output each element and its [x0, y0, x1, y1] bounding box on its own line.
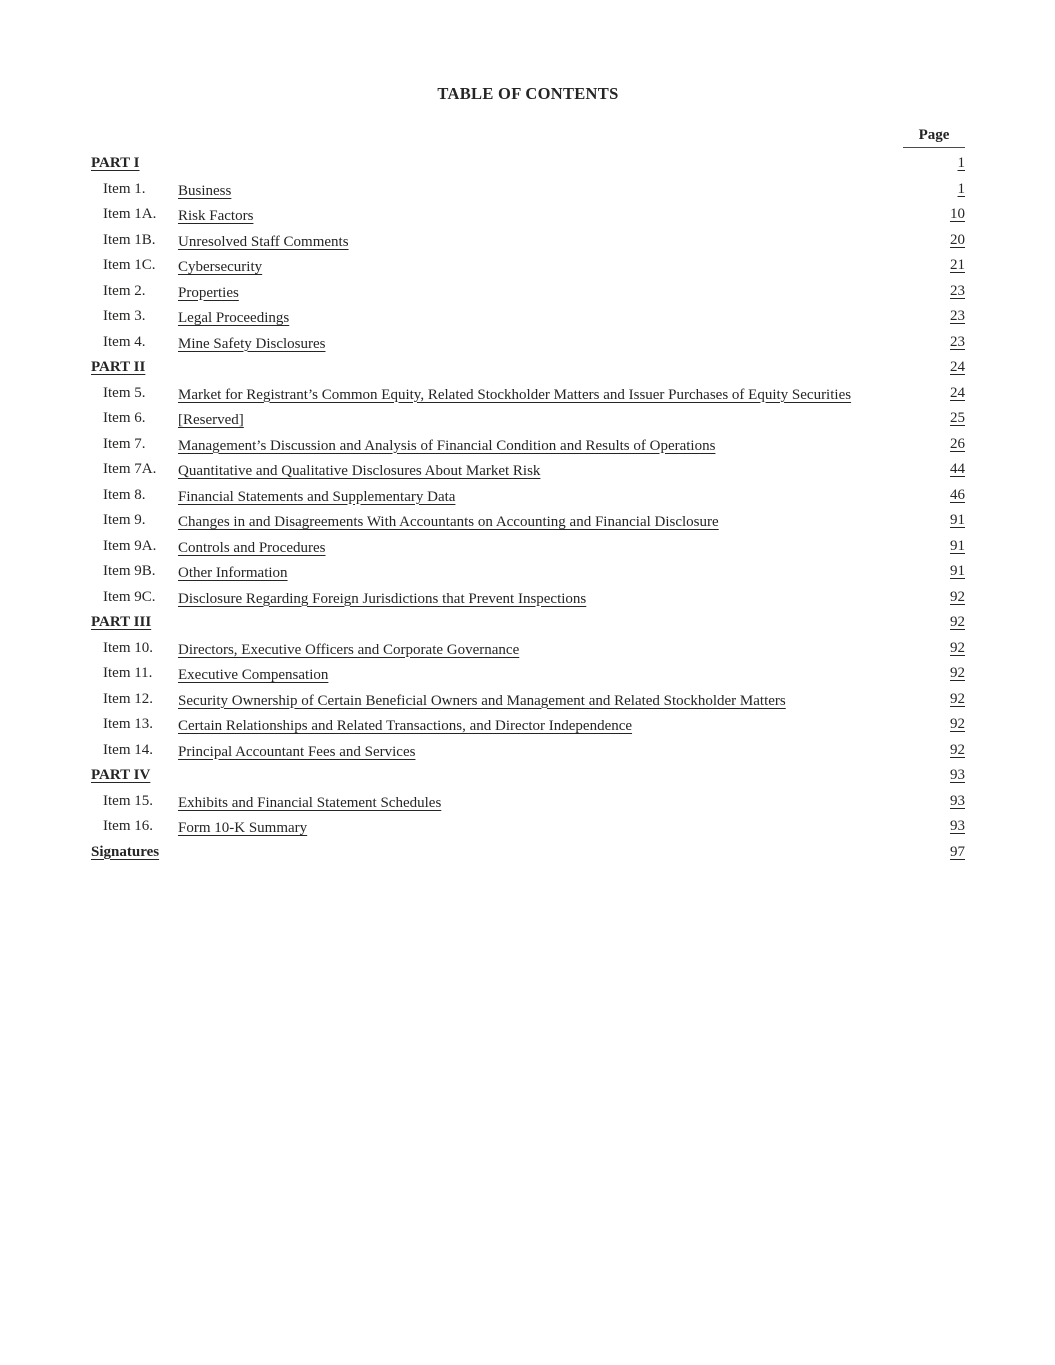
toc-item-row	[91, 636, 965, 662]
item-number: Item 15.	[103, 792, 153, 809]
page-number-link[interactable]: 20	[950, 231, 965, 248]
part-heading	[91, 358, 178, 378]
page-number-cell	[903, 282, 965, 302]
section-title-cell	[178, 539, 903, 559]
page-title: TABLE OF CONTENTS	[437, 84, 619, 103]
part-heading	[91, 613, 178, 633]
section-title-cell	[178, 564, 903, 584]
item-number: Item 1C.	[103, 257, 156, 273]
item-number: Item 14.	[103, 741, 153, 758]
part-heading-link[interactable]: PART IV	[91, 767, 151, 783]
page-number-cell	[903, 690, 965, 710]
part-heading-link[interactable]: PART II	[91, 359, 146, 375]
section-title-link[interactable]: [Reserved]	[178, 412, 244, 428]
toc-item-row	[91, 253, 965, 279]
toc-item-row	[91, 228, 965, 254]
item-number: Item 11.	[103, 665, 153, 681]
section-title-cell	[178, 411, 903, 431]
toc-part-row	[91, 151, 965, 177]
page-number-link[interactable]: 93	[950, 792, 965, 809]
page-number-cell	[903, 537, 965, 557]
part-heading	[91, 766, 178, 786]
page-number-link[interactable]: 10	[950, 206, 965, 222]
page-number-link[interactable]: 24	[950, 359, 965, 375]
page-number-link[interactable]: 23	[950, 308, 965, 324]
section-title-link[interactable]: Mine Safety Disclosures	[178, 335, 326, 352]
page-number-cell	[903, 741, 965, 761]
toc-item-row	[91, 508, 965, 534]
item-number: Item 7.	[103, 435, 146, 452]
page-number-cell	[903, 817, 965, 837]
page-number-cell	[903, 460, 965, 480]
toc-item-row	[91, 712, 965, 738]
section-title-link[interactable]: Unresolved Staff Comments	[178, 233, 349, 250]
section-title-link[interactable]: Changes in and Disagreements With Accountants on Accounting and Financial Disclosure	[178, 514, 719, 530]
page-number-link[interactable]: 92	[950, 665, 965, 681]
item-number: Item 13.	[103, 716, 153, 732]
section-title-cell	[178, 233, 903, 253]
page-number-cell	[903, 664, 965, 684]
item-number: Item 9C.	[103, 588, 156, 605]
page-number-link[interactable]: 92	[950, 588, 965, 605]
page-number-cell	[903, 486, 965, 506]
part-heading-link[interactable]: PART III	[91, 614, 152, 630]
item-number: Item 2.	[103, 282, 146, 299]
item-number: Item 8.	[103, 486, 146, 503]
section-title-cell	[178, 641, 903, 661]
page-number-cell	[903, 358, 965, 378]
section-title-link[interactable]: Quantitative and Qualitative Disclosures About Market Risk	[178, 463, 541, 479]
toc-item-row	[91, 687, 965, 713]
item-number: Item 5.	[103, 384, 146, 401]
section-title-link[interactable]: Executive Compensation	[178, 667, 329, 683]
page-number-link[interactable]: 23	[950, 282, 965, 299]
toc-item-row	[91, 585, 965, 611]
section-title-cell	[178, 335, 903, 355]
page-number-cell	[903, 409, 965, 429]
toc-item-row	[91, 559, 965, 585]
page-number-link[interactable]: 25	[950, 410, 965, 426]
page-number-link[interactable]: 1	[957, 155, 965, 171]
toc-item-row	[91, 202, 965, 228]
section-title-link[interactable]: Management’s Discussion and Analysis of Financial Condition and Results of Operations	[178, 437, 716, 454]
page-number-cell	[903, 511, 965, 531]
toc-item-row	[91, 304, 965, 330]
section-title-link[interactable]: Principal Accountant Fees and Services	[178, 743, 416, 760]
page-number-cell	[903, 792, 965, 812]
page-number-cell	[903, 588, 965, 608]
toc-item-row	[91, 738, 965, 764]
page-number-link[interactable]: 21	[950, 257, 965, 273]
section-title-link[interactable]: Properties	[178, 284, 239, 301]
section-title-cell	[178, 386, 903, 406]
item-number: Item 16.	[103, 818, 153, 834]
toc-part-row	[91, 840, 965, 866]
part-heading-link[interactable]: PART I	[91, 155, 140, 171]
page-number-cell	[903, 180, 965, 200]
section-title-cell	[178, 692, 903, 712]
section-title-cell	[178, 437, 903, 457]
table-of-contents	[91, 151, 965, 865]
section-title-cell	[178, 462, 903, 482]
item-number: Item 12.	[103, 690, 153, 707]
page-number-link[interactable]: 24	[950, 384, 965, 401]
section-title-cell	[178, 743, 903, 763]
section-title-link[interactable]: Cybersecurity	[178, 259, 263, 275]
item-number: Item 6.	[103, 410, 146, 426]
page-number-link[interactable]: 23	[950, 333, 965, 350]
item-number: Item 9B.	[103, 563, 156, 579]
section-title-link[interactable]: Security Ownership of Certain Beneficial Owners and Management and Related Stockholder Matters	[178, 692, 786, 709]
section-title-cell	[178, 819, 903, 839]
section-title-cell	[178, 207, 903, 227]
section-title-cell	[178, 513, 903, 533]
page-number-cell	[903, 333, 965, 353]
toc-part-row	[91, 610, 965, 636]
page-number-cell	[903, 256, 965, 276]
item-number: Item 7A.	[103, 461, 157, 477]
section-title-cell	[178, 182, 903, 202]
part-heading	[91, 154, 178, 174]
item-number: Item 9A.	[103, 537, 157, 554]
toc-item-row	[91, 381, 965, 407]
section-title-cell	[178, 794, 903, 814]
page-number-cell	[903, 562, 965, 582]
item-number: Item 1.	[103, 180, 146, 197]
page-number-link[interactable]: 92	[950, 639, 965, 656]
page-number-cell	[903, 639, 965, 659]
page-number-link[interactable]: 92	[950, 716, 965, 732]
section-title-link[interactable]: Market for Registrant’s Common Equity, Related Stockholder Matters and Issuer Purchases of Equity Securities	[178, 386, 852, 403]
toc-item-row	[91, 814, 965, 840]
section-title-link[interactable]: Legal Proceedings	[178, 310, 290, 326]
section-title-cell	[178, 258, 903, 278]
page-number-cell	[903, 154, 965, 174]
toc-item-row	[91, 661, 965, 687]
part-heading-link[interactable]: Signatures	[91, 843, 160, 860]
section-title-link[interactable]: Business	[178, 182, 232, 199]
page-column-header-row	[91, 126, 965, 148]
page-column-header: Page	[903, 126, 965, 148]
page-number-cell	[903, 766, 965, 786]
page-number-link[interactable]: 91	[950, 537, 965, 554]
section-title-cell	[178, 284, 903, 304]
section-title-link[interactable]: Directors, Executive Officers and Corporate Governance	[178, 641, 520, 658]
toc-item-row	[91, 457, 965, 483]
page-number-cell	[903, 384, 965, 404]
section-title-link[interactable]: Other Information	[178, 565, 288, 581]
section-title-link[interactable]: Financial Statements and Supplementary Data	[178, 488, 456, 505]
item-number: Item 1B.	[103, 231, 156, 248]
page-number-link[interactable]: 92	[950, 614, 965, 630]
section-title-cell	[178, 666, 903, 686]
item-number: Item 9.	[103, 512, 146, 528]
section-title-link[interactable]: Controls and Procedures	[178, 539, 326, 556]
page-number-cell	[903, 843, 965, 863]
toc-item-row	[91, 432, 965, 458]
section-title-cell	[178, 590, 903, 610]
page-number-cell	[903, 307, 965, 327]
page-number-cell	[903, 205, 965, 225]
section-title-cell	[178, 309, 903, 329]
section-title-link[interactable]: Disclosure Regarding Foreign Jurisdictions that Prevent Inspections	[178, 590, 587, 607]
page-number-link[interactable]: 93	[950, 818, 965, 834]
page-number-cell	[903, 231, 965, 251]
page-number-link[interactable]: 97	[950, 843, 965, 860]
page-number-cell	[903, 435, 965, 455]
toc-item-row	[91, 483, 965, 509]
page-number-link[interactable]: 26	[950, 435, 965, 452]
page-number-cell	[903, 613, 965, 633]
page-number-link[interactable]: 46	[950, 486, 965, 503]
section-title-cell	[178, 488, 903, 508]
toc-item-row	[91, 330, 965, 356]
page-number-link[interactable]: 93	[950, 767, 965, 783]
item-number: Item 4.	[103, 333, 146, 350]
section-title-link[interactable]: Exhibits and Financial Statement Schedules	[178, 794, 442, 811]
toc-item-row	[91, 406, 965, 432]
page-number-link[interactable]: 1	[957, 180, 965, 197]
page-number-link[interactable]: 92	[950, 690, 965, 707]
page-number-cell	[903, 715, 965, 735]
section-title-link[interactable]: Form 10-K Summary	[178, 820, 308, 836]
page-number-link[interactable]: 91	[950, 563, 965, 579]
toc-item-row	[91, 279, 965, 305]
section-title-link[interactable]: Risk Factors	[178, 208, 254, 224]
page-number-link[interactable]: 44	[950, 461, 965, 477]
part-heading	[91, 843, 178, 863]
toc-part-row	[91, 355, 965, 381]
item-number: Item 1A.	[103, 206, 157, 222]
section-title-link[interactable]: Certain Relationships and Related Transactions, and Director Independence	[178, 718, 633, 734]
page-number-link[interactable]: 92	[950, 741, 965, 758]
toc-item-row	[91, 177, 965, 203]
toc-item-row	[91, 534, 965, 560]
item-number: Item 3.	[103, 308, 146, 324]
item-number: Item 10.	[103, 639, 153, 656]
toc-part-row	[91, 763, 965, 789]
toc-item-row	[91, 789, 965, 815]
section-title-cell	[178, 717, 903, 737]
page-number-link[interactable]: 91	[950, 512, 965, 528]
